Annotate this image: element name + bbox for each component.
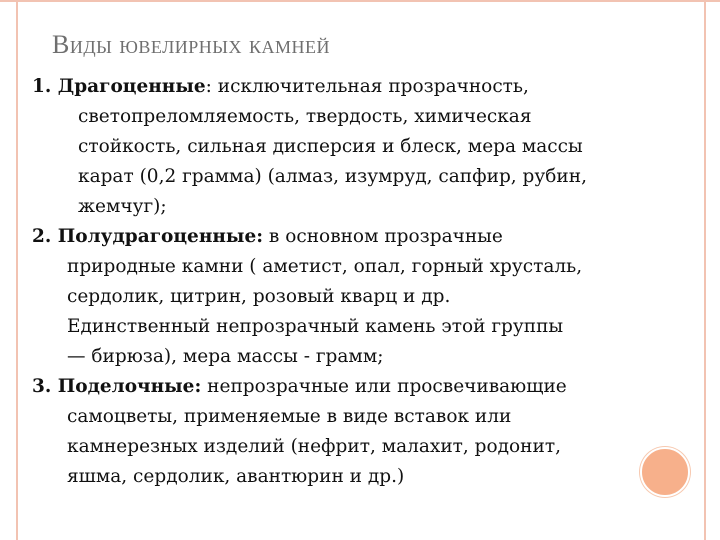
item-lead: 1. Драгоценные [32, 76, 206, 97]
item-line: светопреломляемость, твердость, химическая [78, 106, 532, 127]
item-line: — бирюза), мера массы - грамм; [67, 346, 384, 367]
list-item-ornamental [32, 372, 692, 492]
list-item-semiprecious [32, 222, 692, 372]
item-line: сердолик, цитрин, розовый кварц и др. [67, 286, 451, 307]
item-line: яшма, сердолик, авантюрин и др.) [67, 466, 405, 487]
slide-body [32, 72, 692, 492]
item-line: Единственный непрозрачный камень этой группы [67, 316, 564, 337]
item-line: карат (0,2 грамма) (алмаз, изумруд, сапфир, рубин, [78, 166, 587, 187]
item-first-line [32, 372, 692, 402]
item-line: камнерезных изделий (нефрит, малахит, родонит, [67, 436, 561, 457]
item-lead: 2. Полудрагоценные: [32, 226, 264, 247]
item-lead: 3. Поделочные: [32, 376, 202, 397]
item-line: самоцветы, применяемые в виде вставок или [67, 406, 512, 427]
decorative-circle [640, 447, 690, 497]
list-item-precious [32, 72, 692, 222]
item-text: в основном прозрачные [263, 226, 503, 247]
item-line: природные камни ( аметист, опал, горный хрусталь, [67, 256, 583, 277]
slide-frame-right [704, 0, 706, 540]
item-text: непрозрачные или просвечивающие [201, 376, 567, 397]
item-text: : исключительная прозрачность, [205, 76, 529, 97]
slide-frame-left [16, 0, 18, 540]
item-first-line [32, 222, 692, 252]
slide-frame-top [0, 0, 720, 2]
slide-title: Виды ювелирных камней [52, 30, 330, 59]
item-line: жемчуг); [78, 196, 167, 217]
item-first-line [32, 72, 692, 102]
item-line: стойкость, сильная дисперсия и блеск, мера массы [78, 136, 583, 157]
